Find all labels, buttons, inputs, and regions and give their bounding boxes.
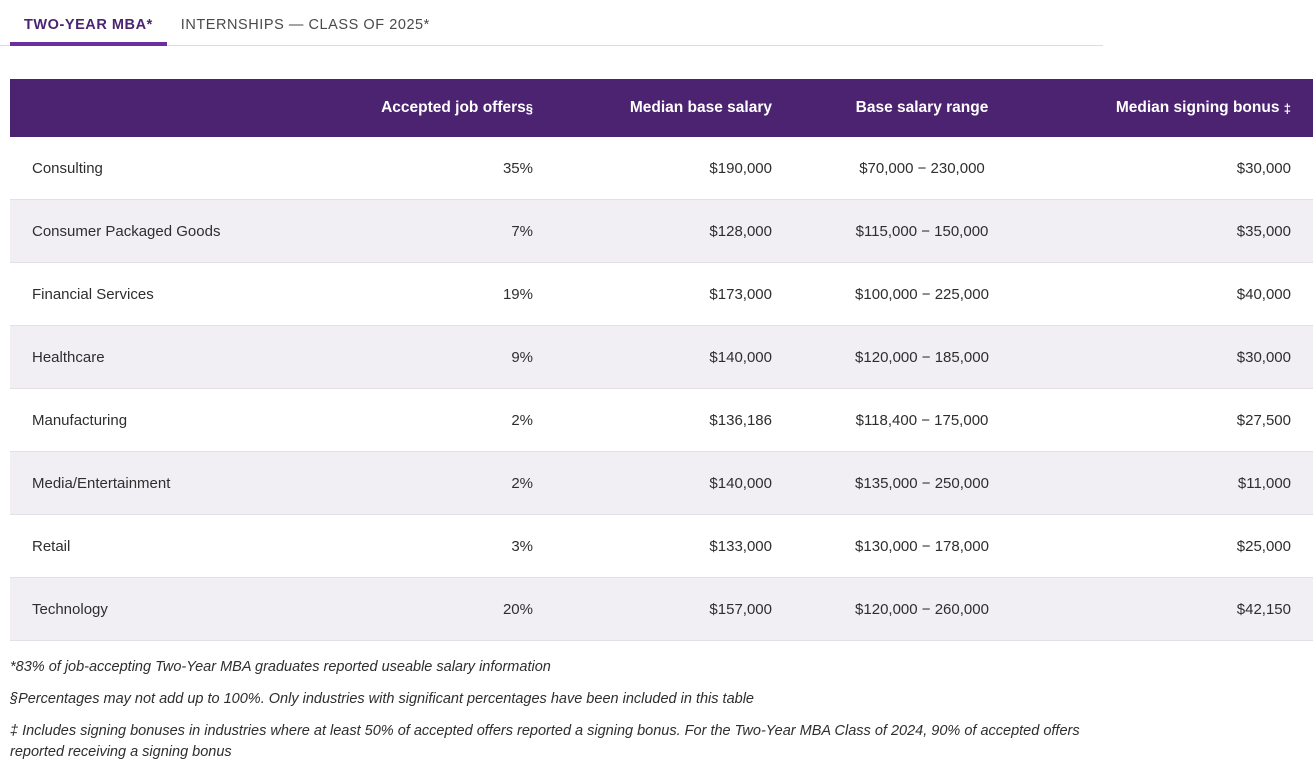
cell-base-salary-range: $70,000 − 230,000 [794,137,1050,200]
cell-base-salary-range: $115,000 − 150,000 [794,200,1050,263]
cell-base-salary-range: $130,000 − 178,000 [794,515,1050,578]
cell-median-base-salary: $140,000 [555,326,794,389]
cell-median-base-salary: $136,186 [555,389,794,452]
salary-table [10,79,1313,641]
cell-median-base-salary: $133,000 [555,515,794,578]
cell-median-signing-bonus: $27,500 [1050,389,1313,452]
table-row [10,263,1313,326]
cell-median-signing-bonus: $30,000 [1050,137,1313,200]
footnote-marker-double-dagger: ‡ [1283,101,1291,116]
cell-accepted-job-offers: 3% [316,515,555,578]
cell-median-signing-bonus: $40,000 [1050,263,1313,326]
footnote-section-sign: §Percentages may not add up to 100%. Only industries with significant percentages have been included in this table [10,691,754,708]
cell-median-base-salary: $173,000 [555,263,794,326]
cell-industry: Manufacturing [10,389,316,452]
cell-accepted-job-offers: 2% [316,389,555,452]
cell-base-salary-range: $100,000 − 225,000 [794,263,1050,326]
salary-table-container [0,46,1291,641]
column-header-accepted-job-offers-label: Accepted job offers [381,99,526,116]
salary-table-head [10,79,1313,137]
cell-median-signing-bonus: $25,000 [1050,515,1313,578]
table-row [10,389,1313,452]
cell-industry: Media/Entertainment [10,452,316,515]
table-row [10,578,1313,641]
cell-industry: Healthcare [10,326,316,389]
cell-accepted-job-offers: 35% [316,137,555,200]
cell-accepted-job-offers: 20% [316,578,555,641]
cell-industry: Consulting [10,137,316,200]
table-row [10,515,1313,578]
tab-bar [0,0,1103,46]
column-header-median-signing-bonus [1050,79,1313,137]
tab-internships[interactable]: INTERNSHIPS — CLASS OF 2025* [167,17,444,45]
footnote-asterisk: *83% of job-accepting Two-Year MBA graduates reported useable salary information [10,659,551,675]
salary-table-body [10,137,1313,641]
cell-accepted-job-offers: 2% [316,452,555,515]
column-header-accepted-job-offers [316,79,555,137]
cell-base-salary-range: $118,400 − 175,000 [794,389,1050,452]
footnote-marker-section: § [525,101,533,116]
cell-accepted-job-offers: 7% [316,200,555,263]
cell-industry: Consumer Packaged Goods [10,200,316,263]
table-row [10,326,1313,389]
cell-median-signing-bonus: $11,000 [1050,452,1313,515]
table-header-row [10,79,1313,137]
cell-median-base-salary: $128,000 [555,200,794,263]
cell-accepted-job-offers: 19% [316,263,555,326]
cell-base-salary-range: $120,000 − 185,000 [794,326,1050,389]
cell-industry: Technology [10,578,316,641]
column-header-median-signing-bonus-label: Median signing bonus [1115,99,1280,116]
column-header-base-salary-range: Base salary range [794,79,1050,137]
cell-median-signing-bonus: $42,150 [1050,578,1313,641]
column-header-industry [10,79,316,137]
cell-industry: Retail [10,515,316,578]
cell-median-base-salary: $190,000 [555,137,794,200]
tab-two-year-mba[interactable]: TWO-YEAR MBA* [10,17,167,45]
table-row [10,452,1313,515]
cell-industry: Financial Services [10,263,316,326]
cell-accepted-job-offers: 9% [316,326,555,389]
table-row [10,137,1313,200]
footnotes-section [0,641,1103,763]
cell-median-base-salary: $157,000 [555,578,794,641]
footnote-double-dagger: ‡ Includes signing bonuses in industries where at least 50% of accepted offers reported a signing bonus. For the Two-Year MBA Class of 2024, 90% of accepted offers reported receiving a signing bonus [10,723,1080,761]
cell-median-base-salary: $140,000 [555,452,794,515]
cell-median-signing-bonus: $30,000 [1050,326,1313,389]
cell-base-salary-range: $135,000 − 250,000 [794,452,1050,515]
cell-median-signing-bonus: $35,000 [1050,200,1313,263]
cell-base-salary-range: $120,000 − 260,000 [794,578,1050,641]
column-header-median-base-salary: Median base salary [555,79,794,137]
table-row [10,200,1313,263]
